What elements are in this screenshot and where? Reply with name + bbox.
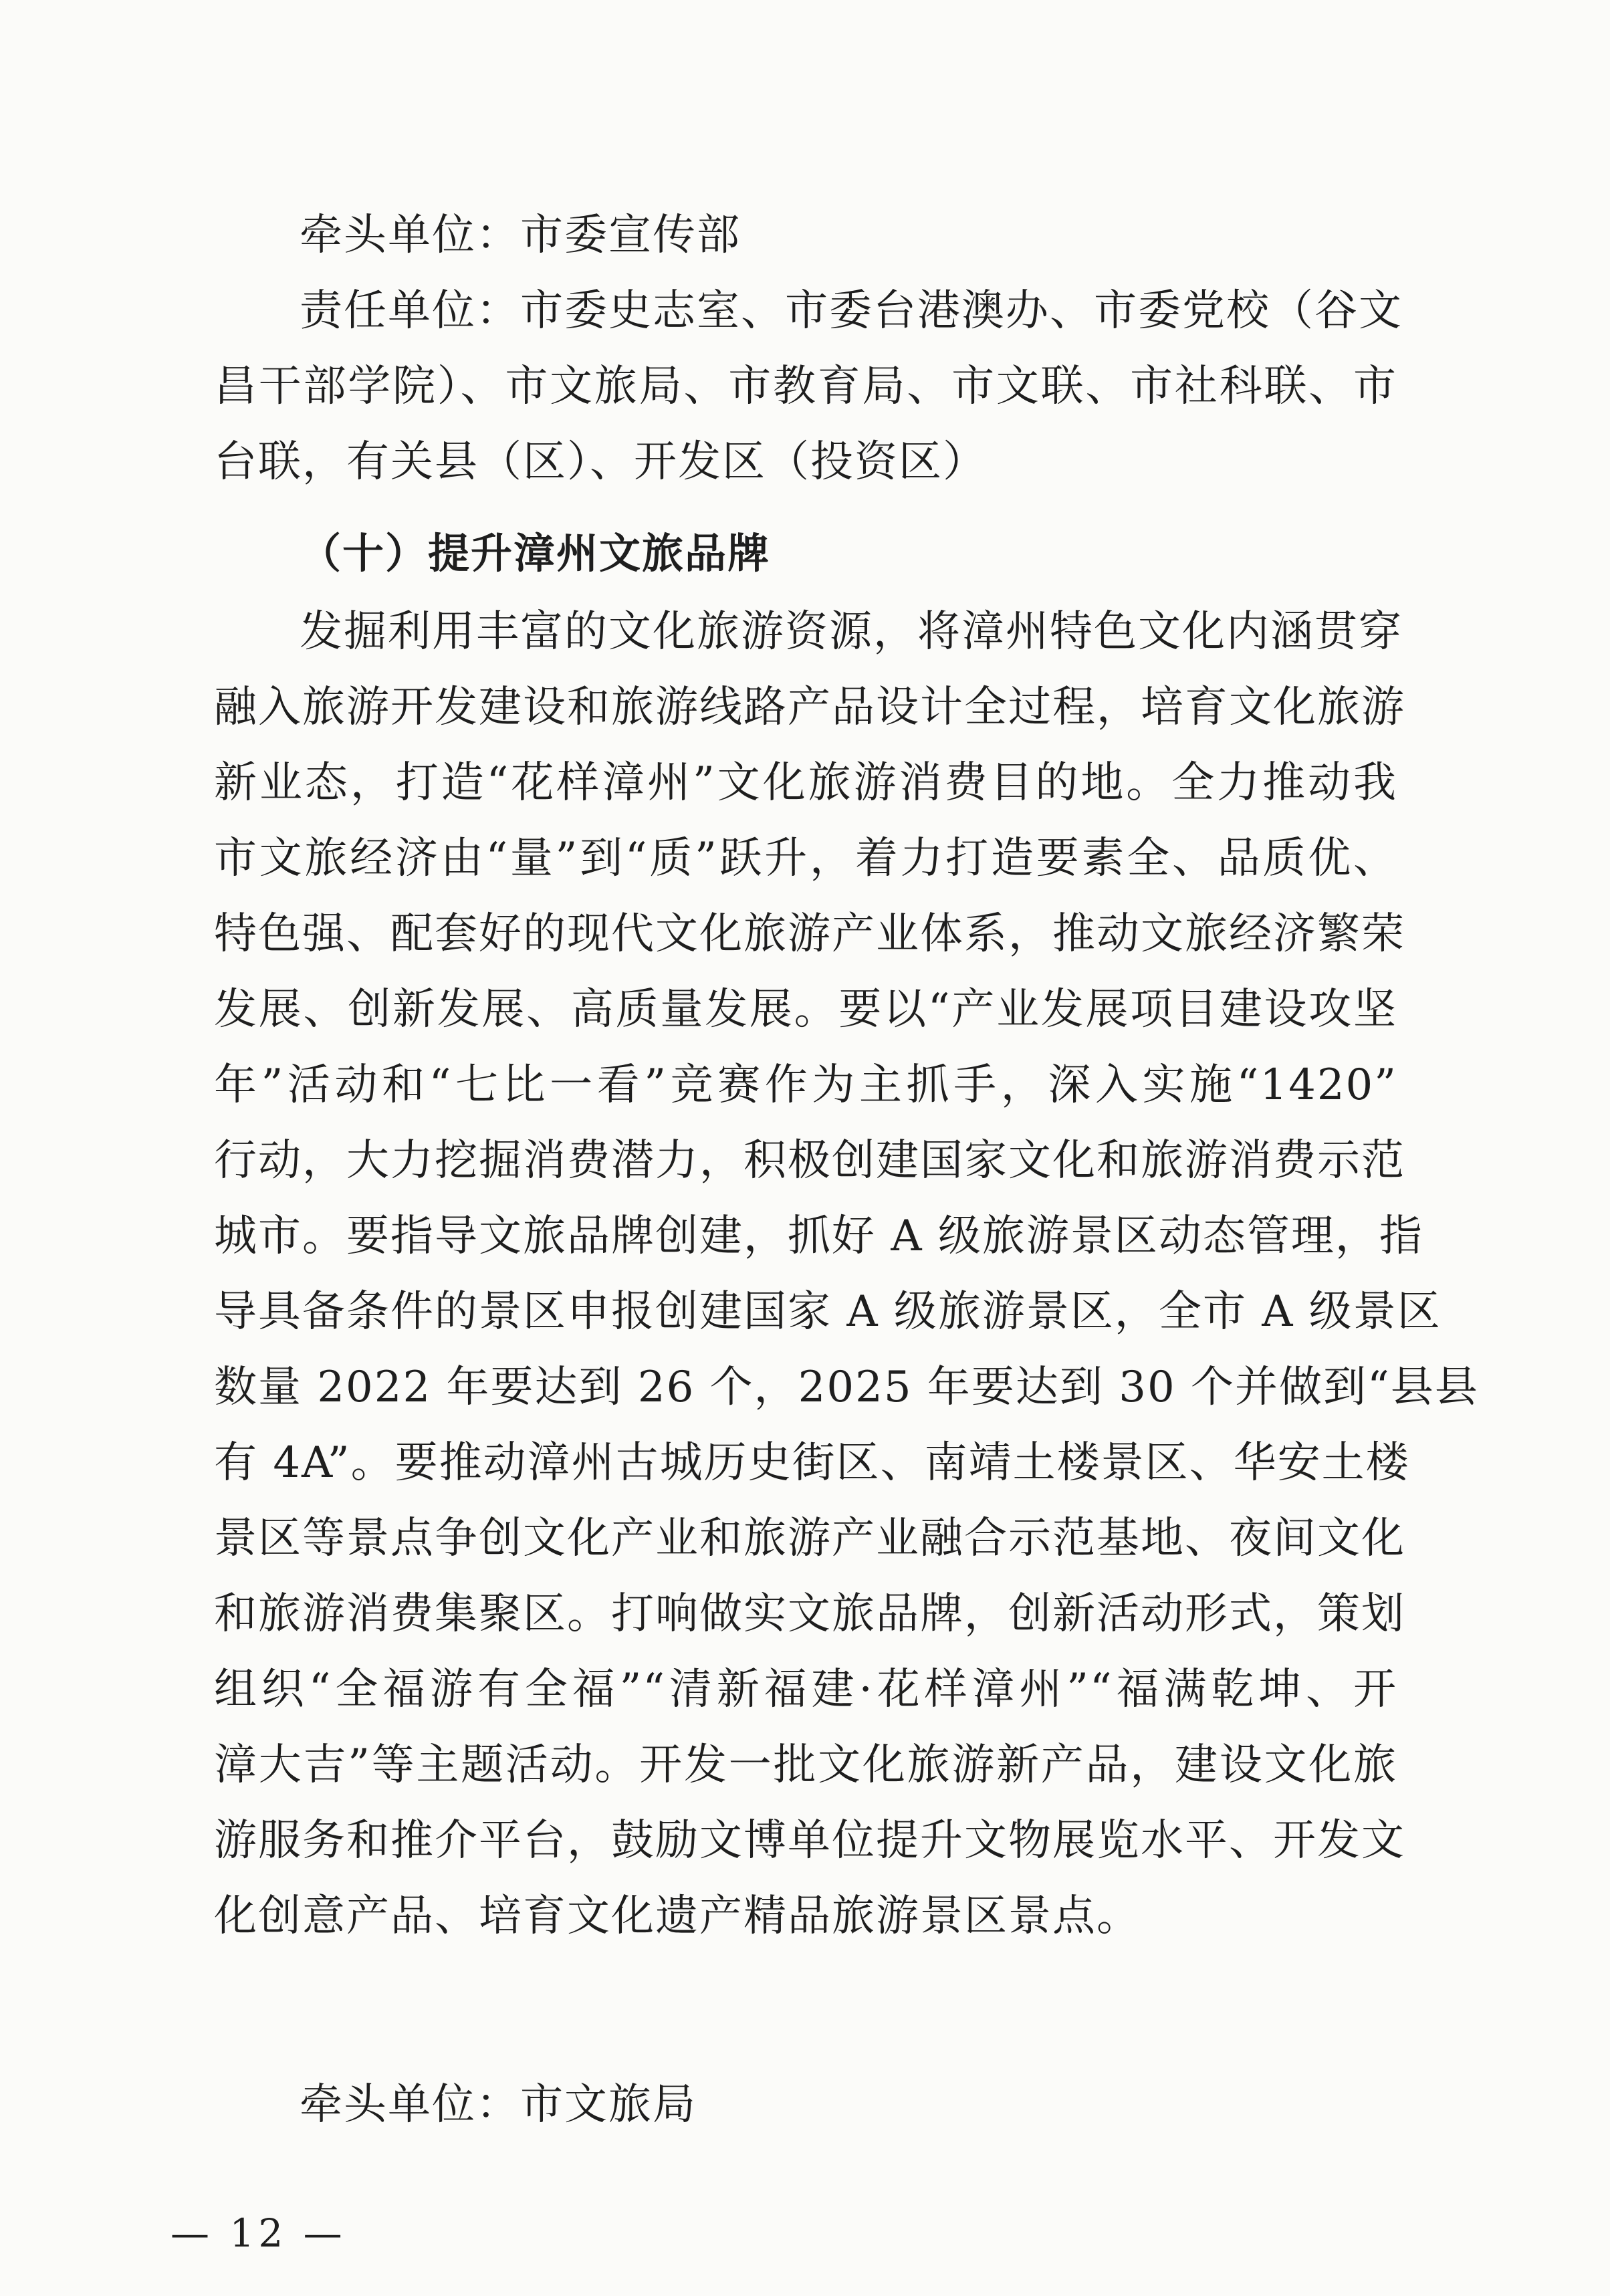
- paragraph-line: 数量 2022 年要达到 26 个，2025 年要达到 30 个并做到“县县: [214, 1363, 1479, 1412]
- responsible-units-line-2: 昌干部学院）、市文旅局、市教育局、市文联、市社科联、市: [214, 362, 1397, 411]
- paragraph-line: 市文旅经济由“量”到“质”跃升，着力打造要素全、品质优、: [214, 834, 1397, 883]
- paragraph-line: 组织“全福游有全福”“清新福建·花样漳州”“福满乾坤、开: [214, 1665, 1397, 1714]
- lead-unit-line-2: [300, 2078, 697, 2132]
- paragraph-line: 和旅游消费集聚区。打响做实文旅品牌，创新活动形式，策划: [214, 1589, 1405, 1639]
- paragraph-line: 景区等景点争创文化产业和旅游产业融合示范基地、夜间文化: [214, 1514, 1405, 1563]
- paragraph-line: 导具备条件的景区申报创建国家 A 级旅游景区，全市 A 级景区: [214, 1287, 1442, 1337]
- responsible-units-line-1: 责任单位：市委史志室、市委台港澳办、市委党校（谷文: [300, 286, 1403, 336]
- paragraph-line: 年”活动和“七比一看”竞赛作为主抓手，深入实施“1420”: [214, 1060, 1397, 1110]
- paragraph-line: 游服务和推介平台，鼓励文博单位提升文物展览水平、开发文: [214, 1816, 1405, 1865]
- lead-unit-value: 市文旅局: [520, 2080, 697, 2130]
- paragraph-line: 融入旅游开发建设和旅游线路产品设计全过程，培育文化旅游: [214, 683, 1405, 732]
- section-heading: （十）提升漳州文旅品牌: [300, 529, 771, 578]
- responsible-units-line-3: 台联，有关县（区）、开发区（投资区）: [214, 437, 987, 487]
- paragraph-line: 化创意产品、培育文化遗产精品旅游景区景点。: [214, 1891, 1141, 1941]
- paragraph-line: 有 4A”。要推动漳州古城历史街区、南靖土楼景区、华安土楼: [214, 1438, 1410, 1488]
- paragraph-line: 发掘利用丰富的文化旅游资源，将漳州特色文化内涵贯穿: [300, 607, 1403, 657]
- lead-unit-line-1: [300, 209, 741, 262]
- paragraph-line: 行动，大力挖掘消费潜力，积极创建国家文化和旅游消费示范: [214, 1136, 1405, 1185]
- paragraph-line: 漳大吉”等主题活动。开发一批文化旅游新产品，建设文化旅: [214, 1740, 1397, 1790]
- page-number: — 12 —: [170, 2210, 346, 2256]
- paragraph-line: 城市。要指导文旅品牌创建，抓好 A 级旅游景区动态管理，指: [214, 1212, 1423, 1261]
- lead-unit-label: 牵头单位：: [300, 2080, 520, 2130]
- paragraph-line: 新业态，打造“花样漳州”文化旅游消费目的地。全力推动我: [214, 758, 1397, 808]
- lead-unit-value: 市委宣传部: [520, 211, 741, 260]
- paragraph-line: 特色强、配套好的现代文化旅游产业体系，推动文旅经济繁荣: [214, 909, 1405, 959]
- lead-unit-label: 牵头单位：: [300, 211, 520, 260]
- paragraph-line: 发展、创新发展、高质量发展。要以“产业发展项目建设攻坚: [214, 985, 1397, 1034]
